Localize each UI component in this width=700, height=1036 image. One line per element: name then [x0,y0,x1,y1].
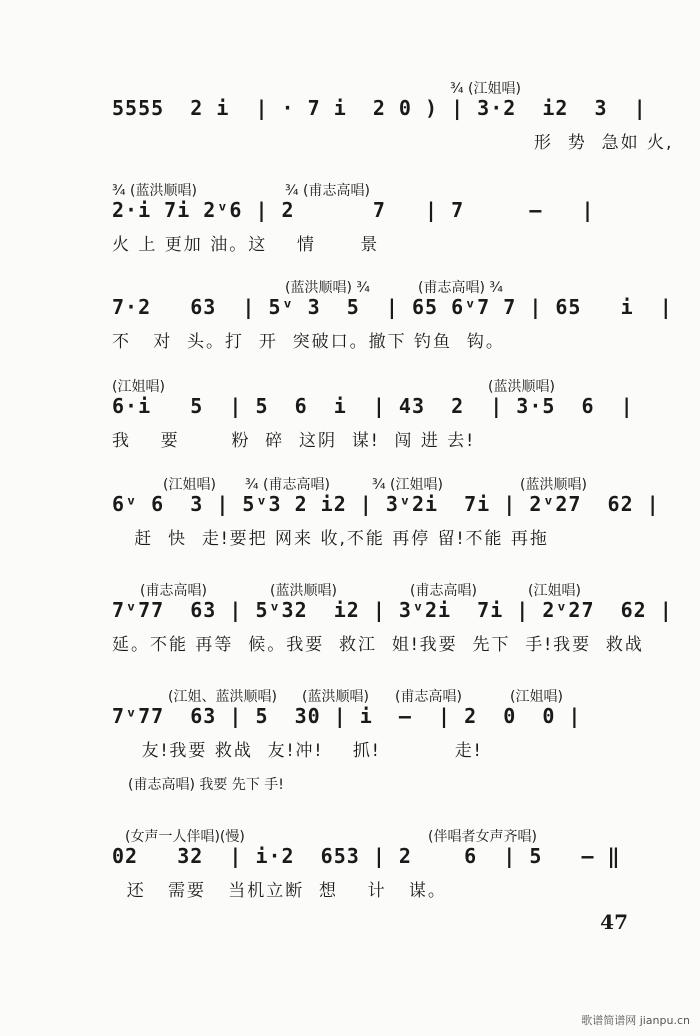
lyrics-line: 延。不能 再等 候。我要 救江 姐!我要 先下 手!我要 救战 [112,635,644,655]
watermark: 歌谱简谱网 jianpu.cn [581,1014,690,1027]
part-label: (蓝洪顺唱) ¾ [285,280,370,296]
lyrics-line: 友!我要 救战 友!冲! 抓! 走! [112,741,483,761]
part-label: (江姐、蓝洪顺唱) [168,689,277,705]
notation-line: 6ᵛ 6 3 | 5ᵛ3 2 i2 | 3ᵛ2i 7i | 2ᵛ27 62 | [112,492,660,516]
part-label: (蓝洪顺唱) [270,583,337,599]
notation-line: 6·i 5 | 5 6 i | 43 2 | 3·5 6 | [112,394,634,418]
part-label: (蓝洪顺唱) [520,477,587,493]
part-label: ¾ (甫志高唱) [245,477,330,493]
part-label: (江姐唱) [528,583,581,599]
notation-line: 2·i 7i 2ᵛ6 | 2 7 | 7 — | [112,198,595,222]
part-label: ¾ (江姐唱) [450,81,521,97]
notation-line: 5555 2 i | · 7 i 2 0 ) | 3·2 i2 3 | [112,96,647,120]
notation-line: 7ᵛ77 63 | 5 30 | i — | 2 0 0 | [112,704,582,728]
extra-lyric-line: (甫志高唱) 我要 先下 手! [128,777,284,793]
notation-line: 7ᵛ77 63 | 5ᵛ32 i2 | 3ᵛ2i 7i | 2ᵛ27 62 | [112,598,673,622]
part-label: (甫志高唱) ¾ [418,280,503,296]
part-label: ¾ (江姐唱) [372,477,443,493]
lyrics-line: 火 上 更加 油。这 情 景 [112,235,380,255]
lyrics-line: 我 要 粉 碎 这阴 谋! 闯 进 去! [112,431,476,451]
part-label: (女声一人伴唱)(慢) [125,829,245,845]
part-label: (江姐唱) [163,477,216,493]
lyrics-line: 赶 快 走!要把 网来 收,不能 再停 留!不能 再拖 [112,529,549,549]
part-label: (江姐唱) [510,689,563,705]
lyrics-line: 形 势 急如 火, [112,133,674,153]
part-label: (伴唱者女声齐唱) [428,829,537,845]
part-label: (甫志高唱) [410,583,477,599]
notation-line: 7·2 63 | 5ᵛ 3 5 | 65 6ᵛ7 7 | 65 i | [112,295,673,319]
part-label: (蓝洪顺唱) [488,379,555,395]
part-label: (江姐唱) [112,379,165,395]
page-number: 47 [600,910,628,934]
part-label: (甫志高唱) [395,689,462,705]
part-label: (蓝洪顺唱) [302,689,369,705]
part-label: ¾ (蓝洪顺唱) [112,183,197,199]
lyrics-line: 还 需要 当机立断 想 计 谋。 [112,881,447,901]
part-label: ¾ (甫志高唱) [285,183,370,199]
notation-line: 02 32 | i·2 653 | 2 6 | 5 — ‖ [112,844,621,868]
lyrics-line: 不 对 头。打 开 突破口。撤下 钓鱼 钩。 [112,332,505,352]
part-label: (甫志高唱) [140,583,207,599]
